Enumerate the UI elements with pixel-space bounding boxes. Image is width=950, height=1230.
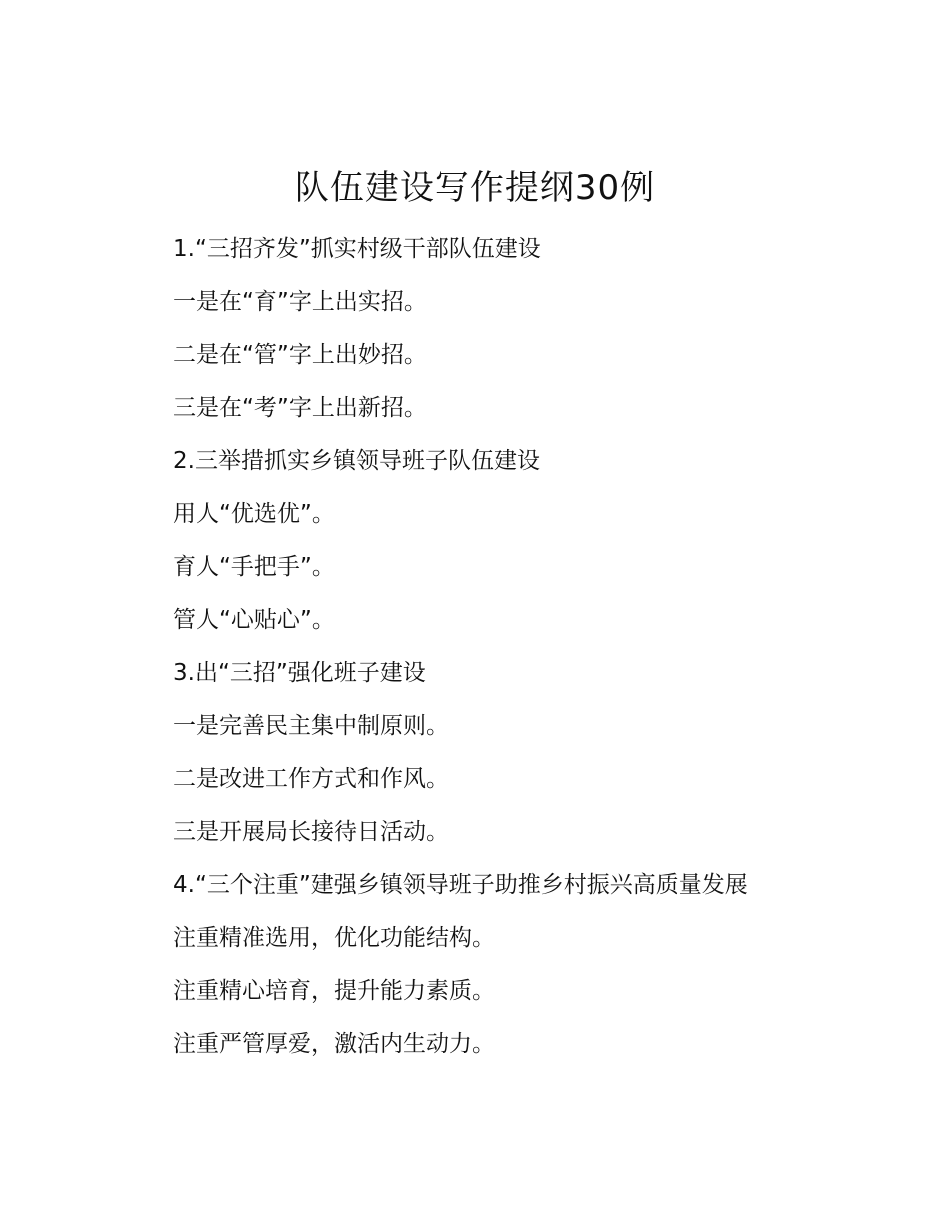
list-item: 二是改进工作方式和作风。	[173, 766, 449, 792]
list-item: 二是在“管”字上出妙招。	[173, 342, 427, 368]
section-heading-1: 1.“三招齐发”抓实村级干部队伍建设	[173, 236, 541, 262]
list-item: 三是在“考”字上出新招。	[173, 395, 427, 421]
list-item: 管人“心贴心”。	[173, 607, 335, 633]
section-heading-3: 3.出“三招”强化班子建设	[173, 660, 426, 686]
list-item: 用人“优选优”。	[173, 501, 335, 527]
section-heading-4: 4.“三个注重”建强乡镇领导班子助推乡村振兴高质量发展	[173, 872, 748, 898]
list-item: 注重严管厚爱，激活内生动力。	[173, 1031, 495, 1057]
list-item: 一是在“育”字上出实招。	[173, 289, 427, 315]
section-heading-2: 2.三举措抓实乡镇领导班子队伍建设	[173, 448, 540, 474]
list-item: 一是完善民主集中制原则。	[173, 713, 449, 739]
list-item: 育人“手把手”。	[173, 554, 335, 580]
document-title: 队伍建设写作提纲30例	[294, 168, 656, 208]
document-body	[173, 229, 873, 1077]
list-item: 注重精准选用，优化功能结构。	[173, 925, 495, 951]
list-item: 注重精心培育，提升能力素质。	[173, 978, 495, 1004]
list-item: 三是开展局长接待日活动。	[173, 819, 449, 845]
